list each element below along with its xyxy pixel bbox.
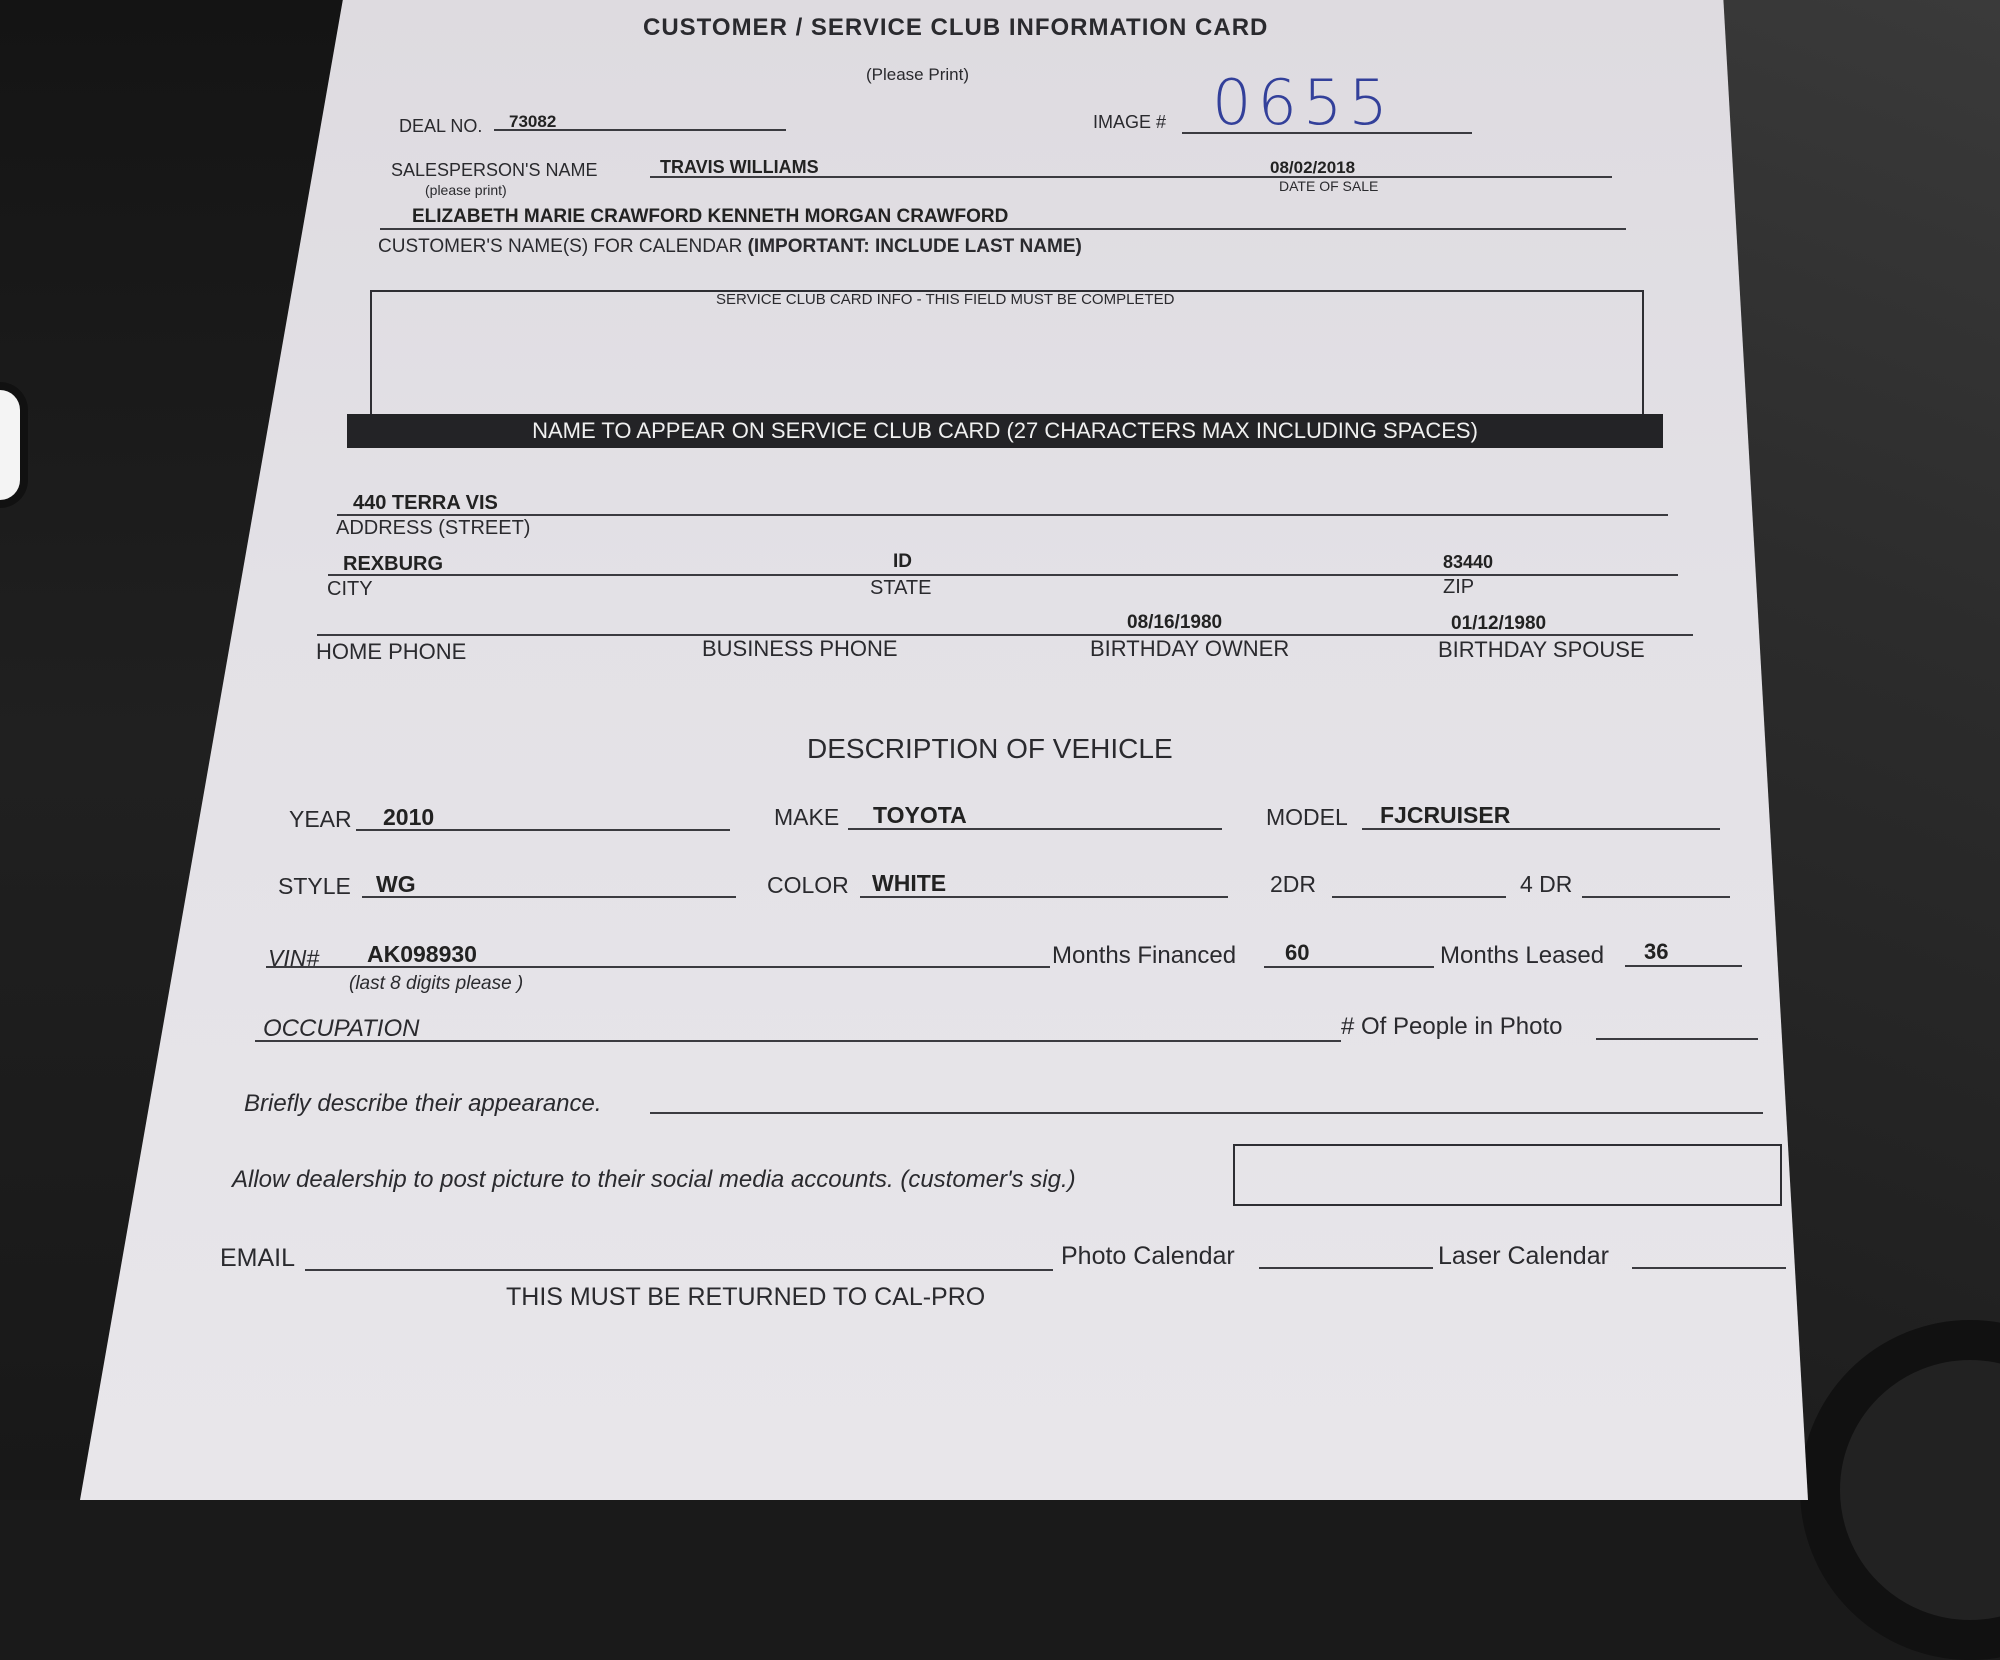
business-phone-label: BUSINESS PHONE — [702, 636, 898, 661]
salesperson-label: SALESPERSON'S NAME — [391, 160, 598, 180]
address-line — [337, 514, 1668, 516]
birthday-owner-value: 08/16/1980 — [1127, 612, 1223, 633]
salesperson-note: (please print) — [425, 182, 507, 198]
laser-calendar-line — [1632, 1267, 1786, 1269]
photo-calendar-label: Photo Calendar — [1061, 1242, 1235, 1270]
city-label: CITY — [327, 578, 373, 600]
make-line — [848, 828, 1222, 830]
style-label: STYLE — [278, 873, 351, 899]
model-label: MODEL — [1266, 804, 1348, 830]
salesperson-line — [650, 176, 1612, 178]
email-label: EMAIL — [220, 1244, 296, 1272]
form-title: CUSTOMER / SERVICE CLUB INFORMATION CARD — [643, 14, 1269, 41]
color-line — [860, 896, 1228, 898]
date-of-sale: 08/02/2018 — [1270, 158, 1356, 177]
model-value: FJCRUISER — [1380, 802, 1511, 828]
date-of-sale-label: DATE OF SALE — [1279, 178, 1379, 194]
vin-line — [266, 966, 1050, 968]
deal-label: DEAL NO. — [399, 116, 483, 136]
four-door-line — [1582, 896, 1730, 898]
vin-note: (last 8 digits please ) — [349, 973, 524, 994]
service-club-info-label: SERVICE CLUB CARD INFO - THIS FIELD MUST BE COMPLETED — [716, 291, 1175, 308]
style-line — [362, 896, 736, 898]
color-value: WHITE — [872, 870, 947, 896]
months-financed-value: 60 — [1285, 940, 1310, 965]
year-value: 2010 — [383, 804, 435, 830]
state-label: STATE — [870, 577, 932, 599]
make-value: TOYOTA — [873, 802, 967, 828]
address-value: 440 TERRA VIS — [353, 492, 498, 514]
color-label: COLOR — [767, 872, 849, 898]
please-print-note: (Please Print) — [866, 65, 969, 84]
occupation-line — [255, 1040, 1341, 1042]
make-label: MAKE — [774, 804, 840, 830]
social-media-consent-label: Allow dealership to post picture to their social media accounts. (customer's sig.) — [232, 1166, 1076, 1193]
image-label: IMAGE # — [1093, 112, 1167, 132]
four-door-label: 4 DR — [1520, 871, 1573, 897]
laser-calendar-label: Laser Calendar — [1438, 1242, 1609, 1270]
deal-number: 73082 — [509, 112, 557, 131]
image-line — [1182, 132, 1472, 134]
photo-calendar-line — [1259, 1267, 1433, 1269]
model-line — [1362, 828, 1720, 830]
deal-line — [494, 129, 786, 131]
customer-line — [380, 228, 1626, 230]
customer-signature-box[interactable] — [1233, 1144, 1782, 1206]
salesperson-name: TRAVIS WILLIAMS — [660, 157, 819, 177]
email-line — [305, 1269, 1053, 1271]
months-financed-line — [1264, 966, 1434, 968]
months-leased-value: 36 — [1644, 939, 1669, 964]
two-door-line — [1332, 896, 1506, 898]
vin-value: AK098930 — [367, 941, 477, 967]
customer-names: ELIZABETH MARIE CRAWFORD KENNETH MORGAN CRAWFORD — [412, 206, 1009, 227]
sneaker-edge — [0, 390, 20, 500]
months-financed-label: Months Financed — [1052, 942, 1237, 969]
return-note: THIS MUST BE RETURNED TO CAL-PRO — [506, 1283, 986, 1311]
occupation-label: OCCUPATION — [263, 1015, 420, 1042]
people-in-photo-line — [1596, 1038, 1758, 1040]
birthday-spouse-label: BIRTHDAY SPOUSE — [1438, 637, 1645, 662]
birthday-owner-label: BIRTHDAY OWNER — [1090, 636, 1290, 661]
two-door-label: 2DR — [1270, 871, 1317, 897]
year-label: YEAR — [289, 806, 352, 832]
customer-label: CUSTOMER'S NAME(S) FOR CALENDAR (IMPORTANT: INCLUDE LAST NAME) — [378, 236, 1082, 257]
appearance-line — [650, 1112, 1763, 1114]
zip-value: 83440 — [1443, 552, 1494, 572]
home-phone-label: HOME PHONE — [316, 639, 467, 664]
year-line — [356, 829, 730, 831]
months-leased-label: Months Leased — [1440, 942, 1605, 969]
city-value: REXBURG — [343, 553, 444, 575]
months-leased-line — [1625, 965, 1742, 967]
address-label: ADDRESS (STREET) — [336, 517, 531, 539]
appearance-label: Briefly describe their appearance. — [244, 1090, 602, 1117]
phone-birthday-line — [317, 634, 1693, 636]
state-value: ID — [893, 551, 912, 572]
people-in-photo-label: # Of People in Photo — [1341, 1013, 1563, 1040]
city-state-zip-line — [328, 574, 1678, 576]
style-value: WG — [376, 871, 416, 897]
vehicle-heading: DESCRIPTION OF VEHICLE — [807, 733, 1173, 764]
birthday-spouse-value: 01/12/1980 — [1451, 613, 1547, 634]
zip-label: ZIP — [1443, 576, 1475, 598]
vin-label: VIN# — [268, 945, 320, 971]
service-club-info-box[interactable] — [370, 290, 1644, 418]
image-number-handwritten: 0655 — [1212, 66, 1394, 139]
service-club-name-bar: NAME TO APPEAR ON SERVICE CLUB CARD (27 CHARACTERS MAX INCLUDING SPACES) — [347, 414, 1663, 448]
